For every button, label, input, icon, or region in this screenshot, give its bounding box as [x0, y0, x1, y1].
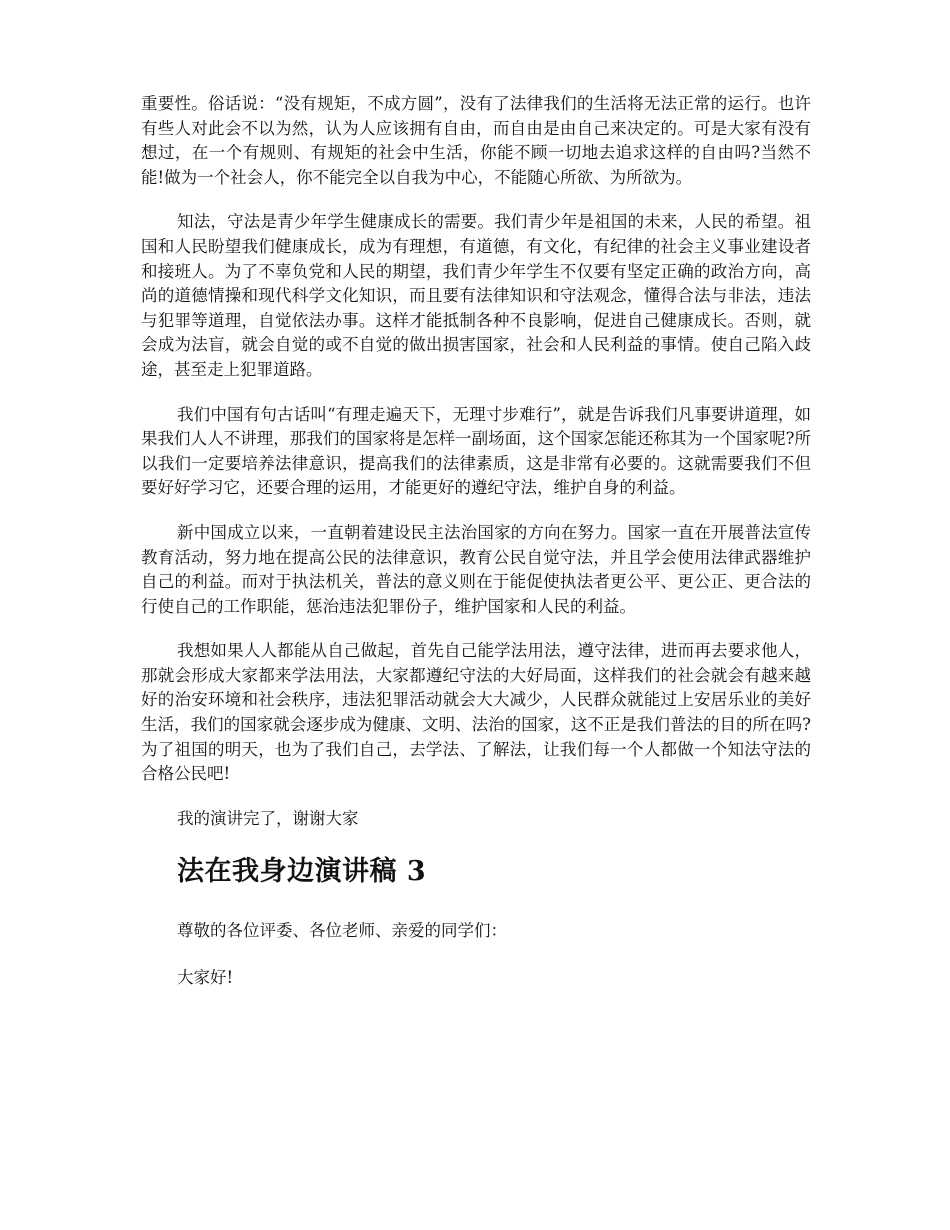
greeting-line: 大家好!	[177, 968, 234, 988]
section-heading: 法在我身边演讲稿 3	[177, 856, 427, 888]
salutation-line: 尊敬的各位评委、各位老师、亲爱的同学们：	[177, 921, 507, 941]
document-body	[141, 92, 811, 1013]
paragraph-proverb: 我们中国有句古话叫“有理走遍天下，无理寸步难行”，就是告诉我们凡事要讲道理，如果我们人人不讲理，那我们的国家将是怎样一副场面，这个国家怎能还称其为一个国家呢?所以我们一定要培养法律意识，提高我们的法律素质，这是非常有必要的。这就需要我们不但要好好学习它，还要合理的运用，才能更好的遵纪守法，维护自身的利益。	[141, 404, 811, 498]
paragraph-continuation: 重要性。俗话说：“没有规矩，不成方圆”，没有了法律我们的生活将无法正常的运行。也许有些人对此会不以为然，认为人应该拥有自由，而自由是由自己来决定的。可是大家有没有想过，在一个有规则、有规矩的社会中生活，你能不顾一切地去追求这样的自由吗?当然不能!做为一个社会人，你不能完全以自我为中心，不能随心所欲、为所欲为。	[141, 94, 811, 187]
closing-line: 我的演讲完了，谢谢大家	[177, 808, 359, 828]
paragraph-know-law: 知法，守法是青少年学生健康成长的需要。我们青少年是祖国的未来，人民的希望。祖国和人民盼望我们健康成长，成为有理想，有道德，有文化，有纪律的社会主义事业建设者和接班人。为了不辜负党和人民的期望，我们青少年学生不仅要有坚定正确的政治方向，高尚的道德情操和现代科学文化知识，而且要有法律知识和守法观念，懂得合法与非法，违法与犯罪等道理，自觉依法办事。这样才能抵制各种不良影响，促进自己健康成长。否则，就会成为法盲，就会自觉的或不自觉的做出损害国家，社会和人民利益的事情。使自己陷入歧途，甚至走上犯罪道路。	[141, 212, 811, 379]
paragraph-new-china: 新中国成立以来，一直朝着建设民主法治国家的方向在努力。国家一直在开展普法宣传教育活动，努力地在提高公民的法律意识，教育公民自觉守法，并且学会使用法律武器维护自己的利益。而对于执法机关，普法的意义则在于能促使执法者更公平、更公正、更合法的行使自己的工作职能，惩治违法犯罪份子，维护国家和人民的利益。	[141, 522, 811, 616]
paragraph-conclusion: 我想如果人人都能从自己做起，首先自己能学法用法，遵守法律，进而再去要求他人，那就会形成大家都来学法用法，大家都遵纪守法的大好局面，这样我们的社会就会有越来越好的治安环境和社会秩序，违法犯罪活动就会大大减少，人民群众就能过上安居乐业的美好生活，我们的国家就会逐步成为健康、文明、法治的国家，这不正是我们普法的目的所在吗?为了祖国的明天，也为了我们自己，去学法、了解法，让我们每一个人都做一个知法守法的合格公民吧!	[141, 641, 811, 784]
